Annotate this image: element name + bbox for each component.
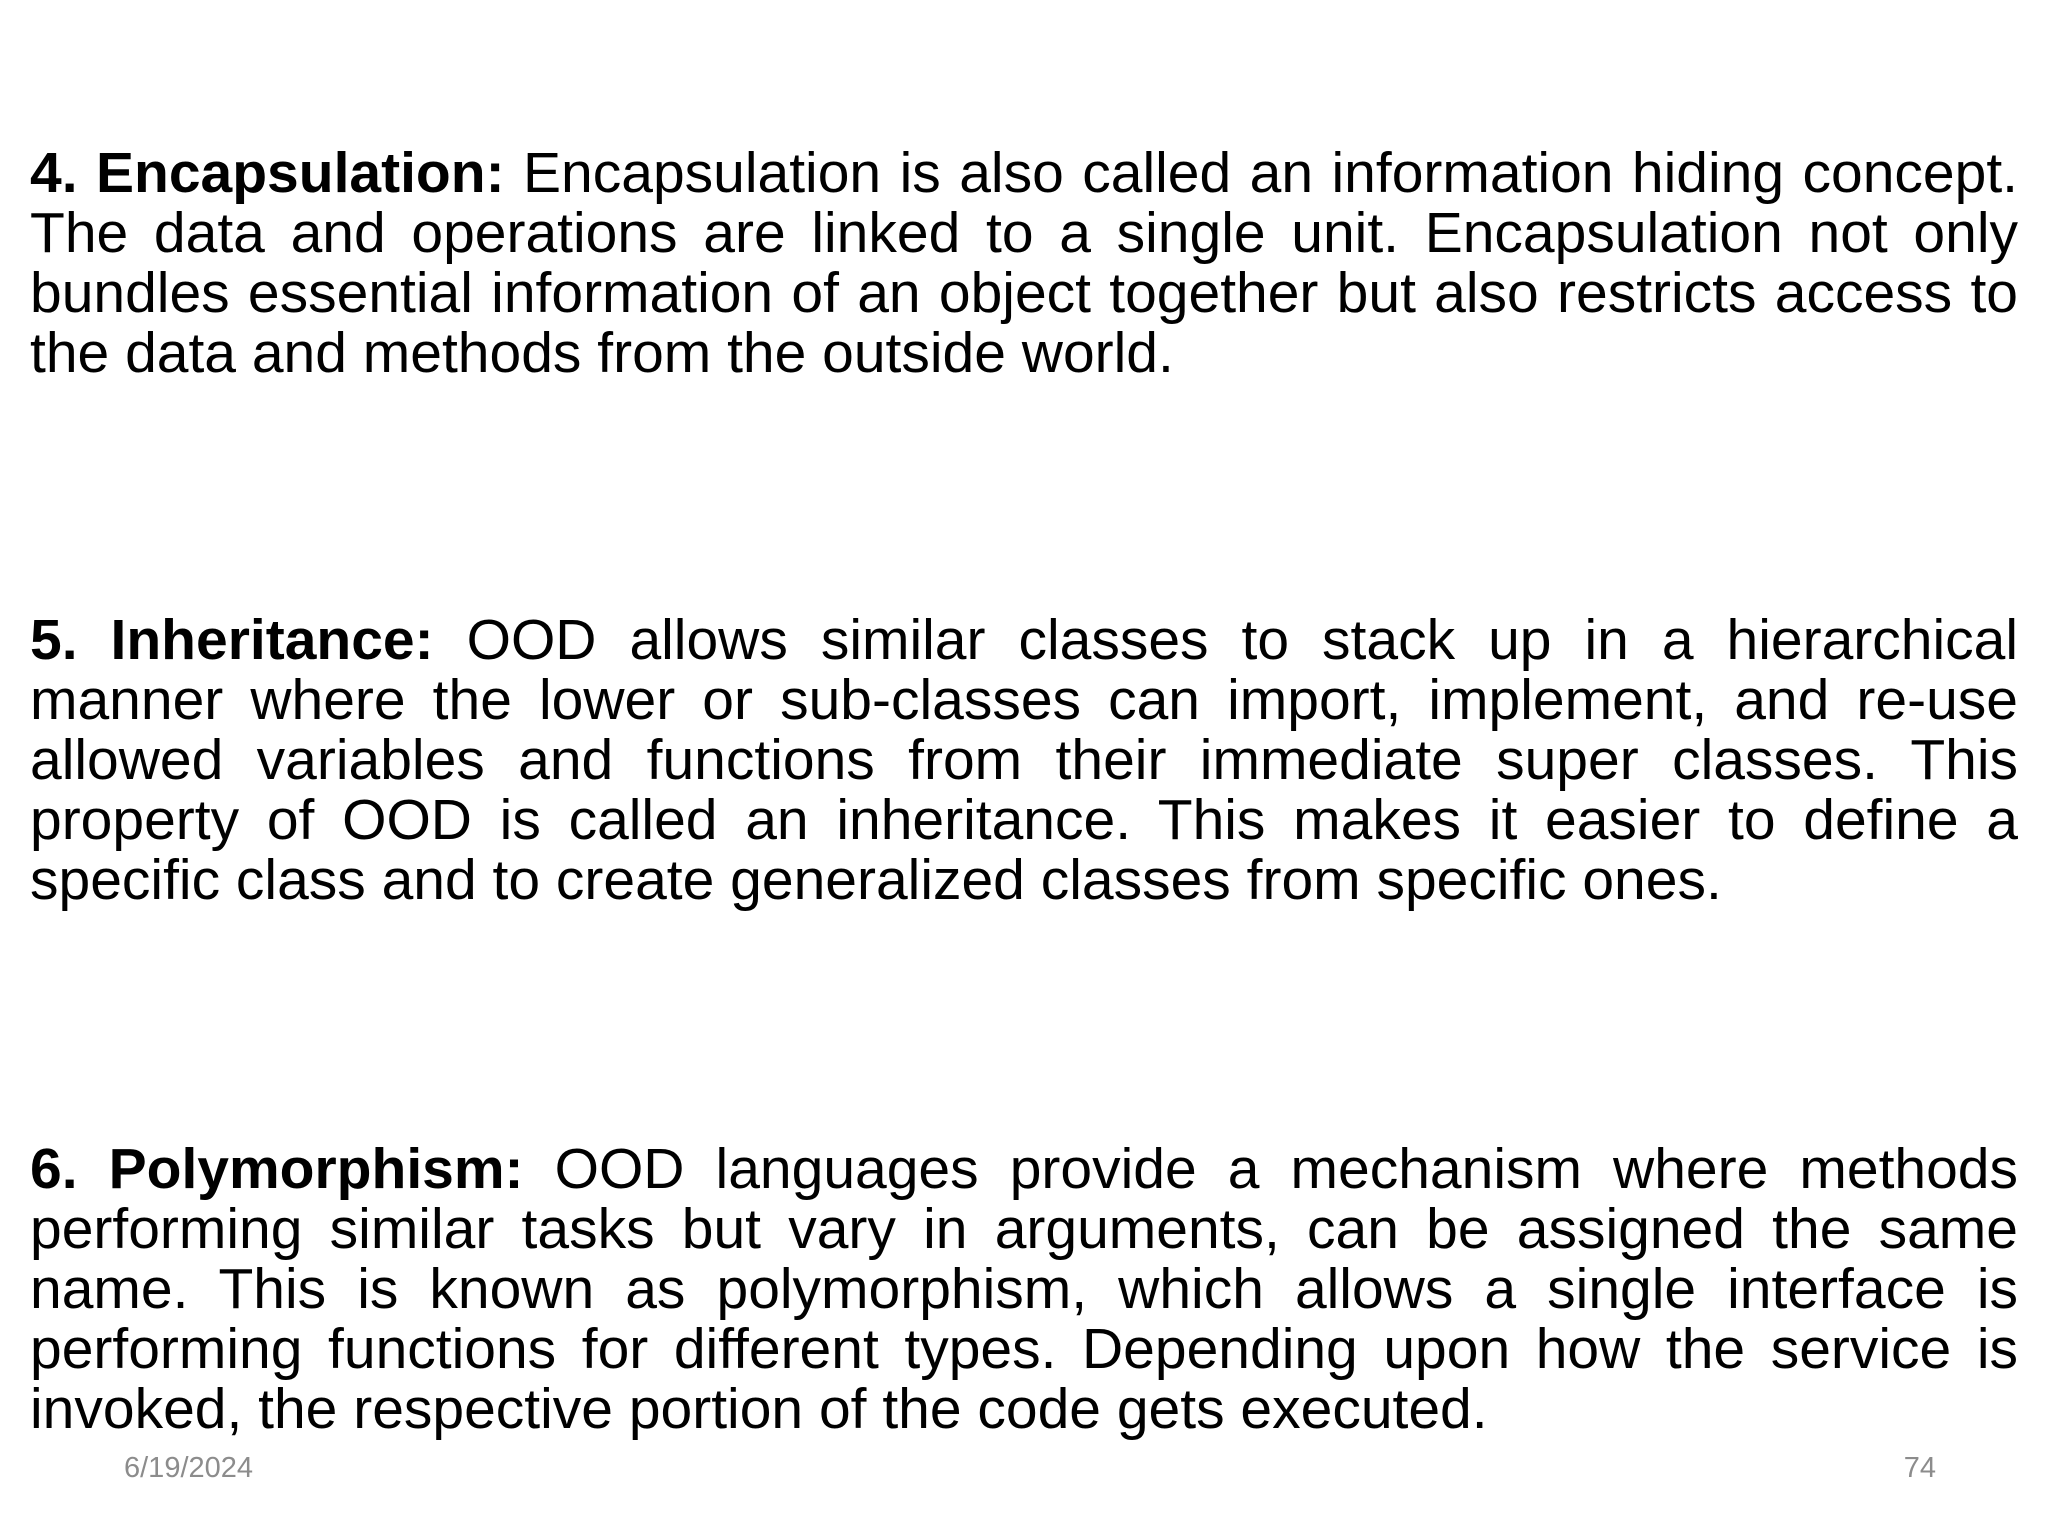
- inheritance-term: 5. Inheritance:: [30, 608, 434, 672]
- encapsulation-term: 4. Encapsulation:: [30, 141, 505, 205]
- inheritance-text: OOD allows similar classes to stack up in a hierarchical manner where the lower or sub-classes can import, implement, and re-use allowed variables and functions from their immediate super classes. This property of OOD is called an inheritance. This makes it easier to define a specific class and to create generalized classes from specific ones.: [30, 608, 2018, 912]
- footer-page-number: 74: [1903, 1452, 1936, 1484]
- inheritance-paragraph: [30, 610, 2018, 910]
- encapsulation-text: Encapsulation is also called an information hiding concept. The data and operations are linked to a single unit. Encapsulation not only bundles essential information of an object together but also restricts access to the data and methods from the outside world.: [30, 141, 2019, 385]
- footer-date: 6/19/2024: [124, 1452, 254, 1484]
- polymorphism-paragraph: [30, 1139, 2018, 1439]
- encapsulation-paragraph: [30, 143, 2018, 383]
- polymorphism-term: 6. Polymorphism:: [30, 1137, 524, 1201]
- polymorphism-text: OOD languages provide a mechanism where methods performing similar tasks but vary in arguments, can be assigned the same name. This is known as polymorphism, which allows a single interface is performing functions for different types. Depending upon how the service is invoked, the respective portion of the code gets executed.: [30, 1137, 2019, 1441]
